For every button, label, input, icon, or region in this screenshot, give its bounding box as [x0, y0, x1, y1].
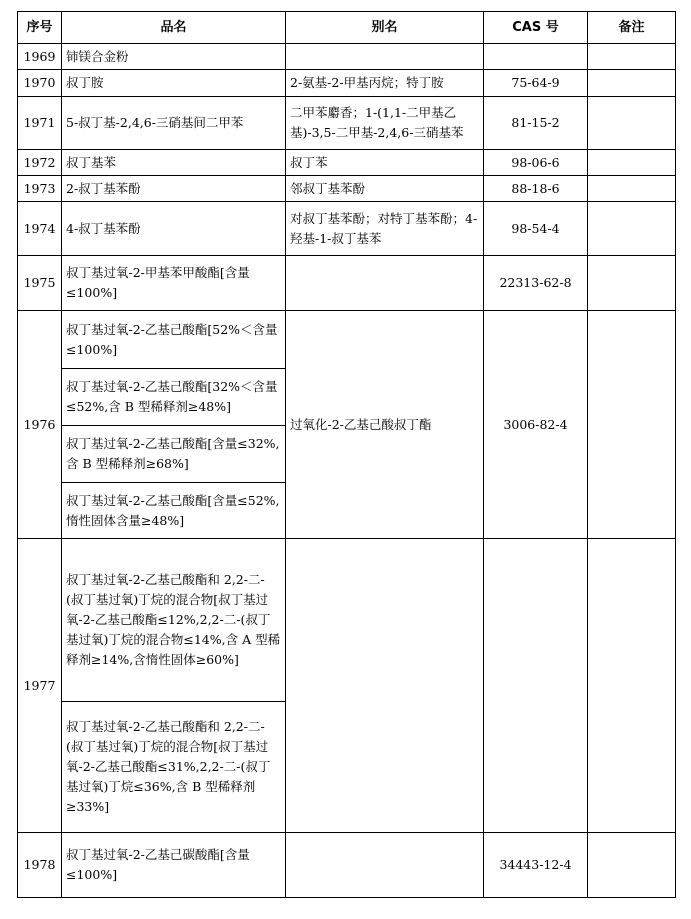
alias — [286, 833, 484, 898]
row-index: 1969 — [18, 44, 62, 70]
row-index: 1970 — [18, 70, 62, 97]
product-name: 叔丁胺 — [62, 70, 286, 97]
alias: 2-氨基-2-甲基丙烷；特丁胺 — [286, 70, 484, 97]
alias: 过氧化-2-乙基己酸叔丁酯 — [286, 311, 484, 539]
note — [588, 202, 676, 256]
cas-number — [484, 44, 588, 70]
product-name: 叔丁基苯 — [62, 150, 286, 176]
table-row — [18, 150, 676, 176]
table-row — [18, 833, 676, 898]
product-name: 叔丁基过氧-2-甲基苯甲酸酯[含量≤100%] — [62, 256, 286, 311]
note — [588, 97, 676, 150]
product-name: 叔丁基过氧-2-乙基己碳酸酯[含量≤100%] — [62, 833, 286, 898]
alias — [286, 539, 484, 833]
product-name: 叔丁基过氧-2-乙基己酸酯和 2,2-二-(叔丁基过氧)丁烷的混合物[叔丁基过氧-2-乙基己酸酯≤31%,2,2-二-(叔丁基过氧)丁烷≤36%,含 B 型稀释剂≥33%] — [62, 702, 286, 833]
cas-number: 98-06-6 — [484, 150, 588, 176]
row-index: 1977 — [18, 539, 62, 833]
row-index: 1975 — [18, 256, 62, 311]
header-alias: 别名 — [286, 12, 484, 44]
cas-number: 3006-82-4 — [484, 311, 588, 539]
cas-number: 81-15-2 — [484, 97, 588, 150]
table-row — [18, 539, 676, 702]
cas-number: 34443-12-4 — [484, 833, 588, 898]
header-row — [18, 12, 676, 44]
note — [588, 539, 676, 833]
product-name: 叔丁基过氧-2-乙基己酸酯[含量≤52%,惰性固体含量≥48%] — [62, 483, 286, 539]
table-row — [18, 176, 676, 202]
table-row — [18, 202, 676, 256]
table-row — [18, 70, 676, 97]
header-cas: CAS 号 — [484, 12, 588, 44]
alias — [286, 256, 484, 311]
header-index: 序号 — [18, 12, 62, 44]
cas-number: 22313-62-8 — [484, 256, 588, 311]
alias: 二甲苯麝香；1-(1,1-二甲基乙基)-3,5-二甲基-2,4,6-三硝基苯 — [286, 97, 484, 150]
product-name: 铈镁合金粉 — [62, 44, 286, 70]
table-row — [18, 311, 676, 369]
alias: 叔丁苯 — [286, 150, 484, 176]
row-index: 1976 — [18, 311, 62, 539]
chemical-table — [17, 11, 676, 898]
row-index: 1973 — [18, 176, 62, 202]
note — [588, 256, 676, 311]
note — [588, 70, 676, 97]
product-name: 5-叔丁基-2,4,6-三硝基间二甲苯 — [62, 97, 286, 150]
note — [588, 44, 676, 70]
row-index: 1971 — [18, 97, 62, 150]
product-name: 叔丁基过氧-2-乙基己酸酯[32%＜含量≤52%,含 B 型稀释剂≥48%] — [62, 369, 286, 426]
note — [588, 150, 676, 176]
row-index: 1974 — [18, 202, 62, 256]
alias: 邻叔丁基苯酚 — [286, 176, 484, 202]
table-row — [18, 44, 676, 70]
note — [588, 833, 676, 898]
row-index: 1972 — [18, 150, 62, 176]
cas-number: 88-18-6 — [484, 176, 588, 202]
table-row — [18, 97, 676, 150]
header-note: 备注 — [588, 12, 676, 44]
note — [588, 311, 676, 539]
table-row — [18, 256, 676, 311]
cas-number: 98-54-4 — [484, 202, 588, 256]
alias: 对叔丁基苯酚；对特丁基苯酚；4-羟基-1-叔丁基苯 — [286, 202, 484, 256]
cas-number — [484, 539, 588, 833]
row-index: 1978 — [18, 833, 62, 898]
alias — [286, 44, 484, 70]
cas-number: 75-64-9 — [484, 70, 588, 97]
product-name: 叔丁基过氧-2-乙基己酸酯[52%＜含量≤100%] — [62, 311, 286, 369]
header-name: 品名 — [62, 12, 286, 44]
product-name: 4-叔丁基苯酚 — [62, 202, 286, 256]
note — [588, 176, 676, 202]
product-name: 2-叔丁基苯酚 — [62, 176, 286, 202]
product-name: 叔丁基过氧-2-乙基己酸酯[含量≤32%,含 B 型稀释剂≥68%] — [62, 426, 286, 483]
product-name: 叔丁基过氧-2-乙基己酸酯和 2,2-二-(叔丁基过氧)丁烷的混合物[叔丁基过氧-2-乙基己酸酯≤12%,2,2-二-(叔丁基过氧)丁烷的混合物≤14%,含 A 型稀释剂≥14%,含惰性固体≥60%] — [62, 539, 286, 702]
